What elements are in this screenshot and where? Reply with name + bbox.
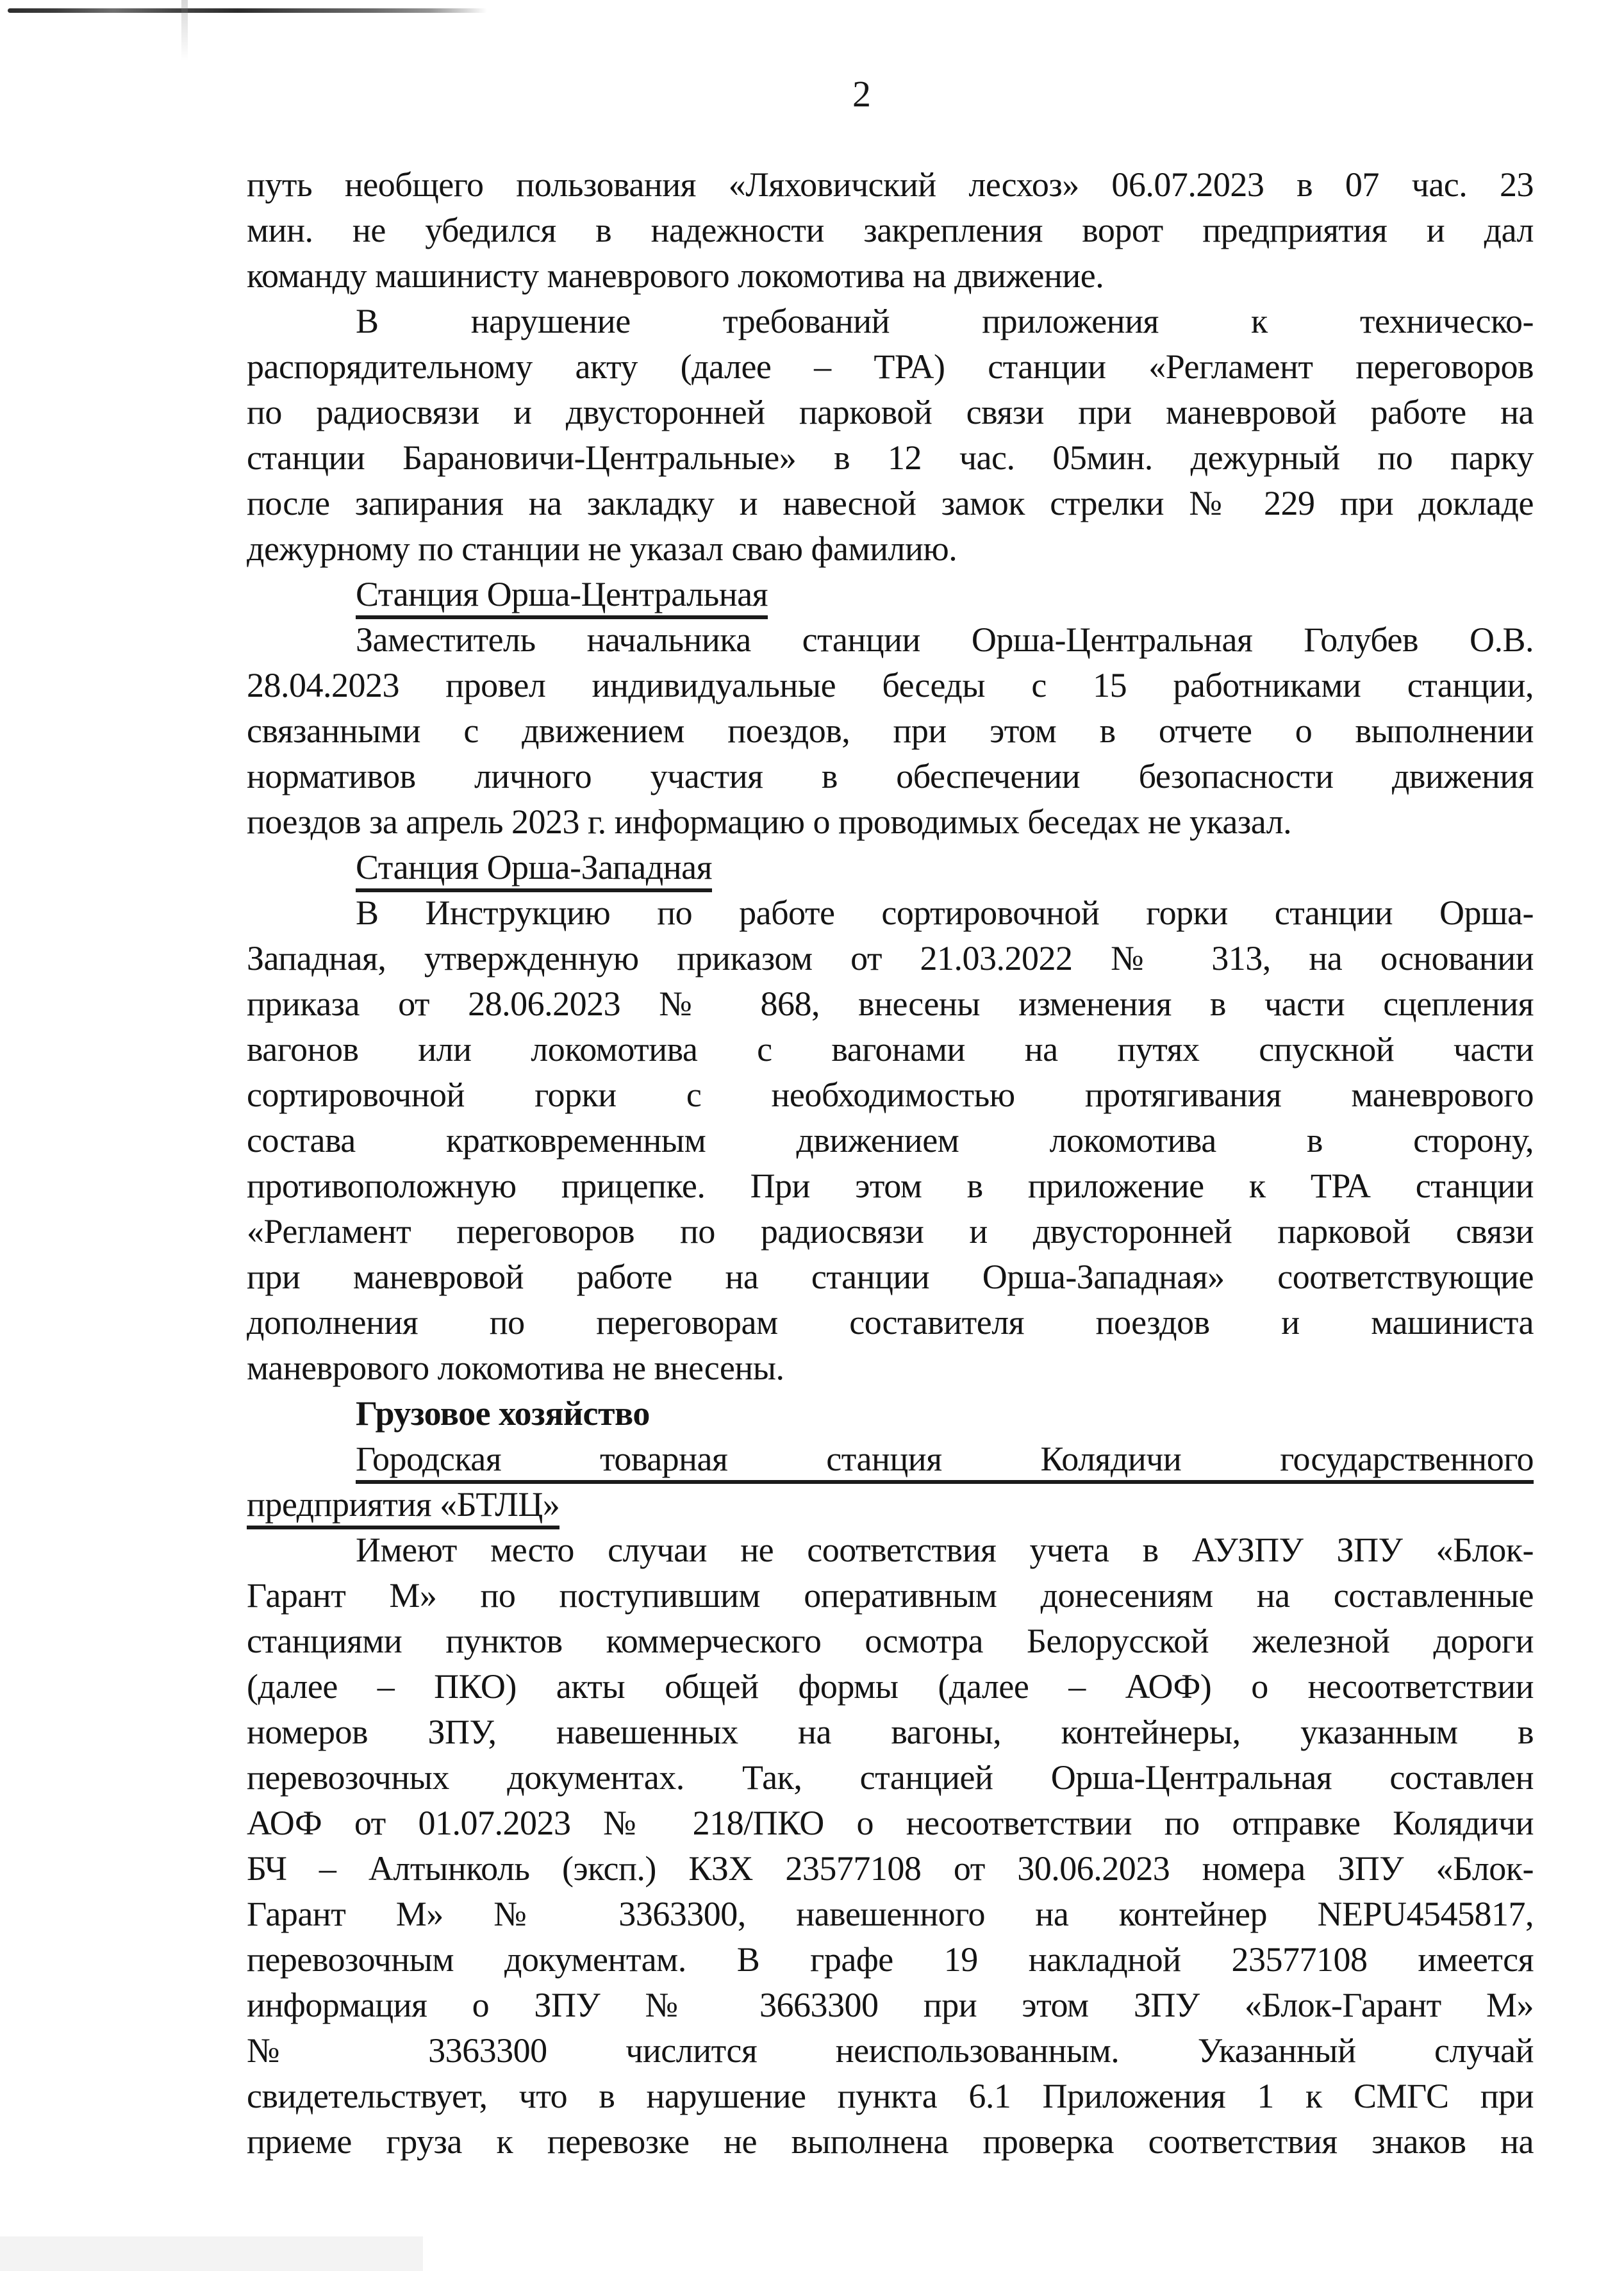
text-line: Заместитель начальника станции Орша-Центральная Голубев О.В.: [356, 620, 1534, 659]
text-line: связанными с движением поездов, при этом в отчете о выполнении: [247, 711, 1534, 750]
text-line: сортировочной горки с необходимостью протягивания маневрового: [247, 1076, 1534, 1114]
text-line: Западная, утвержденную приказом от 21.03.2022 № 313, на основании: [247, 939, 1534, 977]
text-line: поездов за апрель 2023 г. информацию о проводимых беседах не указал.: [247, 803, 1292, 841]
underlined-text-line: Станция Орша-Центральная: [247, 572, 1534, 617]
text-line: В нарушение требований приложения к техническо-: [356, 302, 1534, 340]
underlined-text-line: Городская товарная станция Колядичи государственного: [247, 1436, 1534, 1482]
text-line: «Регламент переговоров по радиосвязи и двусторонней парковой связи: [247, 1212, 1534, 1251]
text-line: дежурному по станции не указал сваю фамилию.: [247, 529, 957, 568]
text-line: по радиосвязи и двусторонней парковой связи при маневровой работе на: [247, 393, 1534, 431]
text-line: В Инструкцию по работе сортировочной горки станции Орша-: [356, 894, 1534, 932]
text-line: приеме груза к перевозке не выполнена проверка соответствия знаков на: [247, 2122, 1534, 2161]
text-line: маневрового локомотива не внесены.: [247, 1349, 784, 1387]
text-line: после запирания на закладку и навесной замок стрелки № 229 при докладе: [247, 484, 1534, 522]
scan-artifact-streak: [181, 0, 188, 61]
text-line: свидетельствует, что в нарушение пункта 6.1 Приложения 1 к СМГС при: [247, 2077, 1534, 2115]
underlined-text-line: предприятия «БТЛЦ»: [247, 1482, 1534, 1527]
text-line: (далее – ПКО) акты общей формы (далее – АОФ) о несоответствии: [247, 1667, 1534, 1706]
text-line: вагонов или локомотива с вагонами на путях спускной части: [247, 1030, 1534, 1069]
underlined-text-line: Станция Орша-Западная: [247, 845, 1534, 890]
text-line: команду машинисту маневрового локомотива на движение.: [247, 256, 1104, 295]
text-line: информация о ЗПУ № 3663300 при этом ЗПУ «Блок-Гарант М»: [247, 1986, 1534, 2024]
text-line: станции Барановичи-Центральные» в 12 час. 05мин. дежурный по парку: [247, 438, 1534, 477]
text-line: БЧ – Алтынколь (эксп.) КЗХ 23577108 от 30.06.2023 номера ЗПУ «Блок-: [247, 1849, 1534, 1888]
text-line: приказа от 28.06.2023 № 868, внесены изменения в части сцепления: [247, 985, 1534, 1023]
text-line: номеров ЗПУ, навешенных на вагоны, контейнеры, указанным в: [247, 1713, 1534, 1751]
text-line: Грузовое хозяйство: [356, 1394, 650, 1433]
text-line: при маневровой работе на станции Орша-Западная» соответствующие: [247, 1258, 1534, 1296]
document-body: [247, 162, 1534, 2165]
page-number: 2: [852, 73, 871, 115]
text-line: путь необщего пользования «Ляховичский лесхоз» 06.07.2023 в 07 час. 23: [247, 165, 1534, 204]
text-line: Гарант М» по поступившим оперативным донесениям на составленные: [247, 1576, 1534, 1615]
text-line: дополнения по переговорам составителя поездов и машиниста: [247, 1303, 1534, 1342]
text-line: Гарант М» № 3363300, навешенного на контейнер NEPU4545817,: [247, 1895, 1534, 1933]
text-line: мин. не убедился в надежности закрепления ворот предприятия и дал: [247, 211, 1534, 249]
text-line: состава кратковременным движением локомотива в сторону,: [247, 1121, 1534, 1160]
text-line: нормативов личного участия в обеспечении безопасности движения: [247, 757, 1534, 795]
text-line: станциями пунктов коммерческого осмотра Белорусской железной дороги: [247, 1622, 1534, 1660]
text-line: распорядительному акту (далее – ТРА) станции «Регламент переговоров: [247, 347, 1534, 386]
scan-artifact-line: [8, 8, 487, 13]
text-line: 28.04.2023 провел индивидуальные беседы с 15 работниками станции,: [247, 666, 1534, 704]
text-line: перевозочным документам. В графе 19 накладной 23577108 имеется: [247, 1940, 1534, 1979]
text-line: Имеют место случаи не соответствия учета в АУЗПУ ЗПУ «Блок-: [356, 1531, 1534, 1569]
text-line: перевозочных документах. Так, станцией Орша-Центральная составлен: [247, 1758, 1534, 1797]
scan-artifact-shade: [0, 2236, 423, 2271]
text-line: противоположную прицепке. При этом в приложение к ТРА станции: [247, 1167, 1534, 1205]
text-line: № 3363300 числится неиспользованным. Указанный случай: [247, 2031, 1534, 2070]
text-line: АОФ от 01.07.2023 № 218/ПКО о несоответствии по отправке Колядичи: [247, 1804, 1534, 1842]
